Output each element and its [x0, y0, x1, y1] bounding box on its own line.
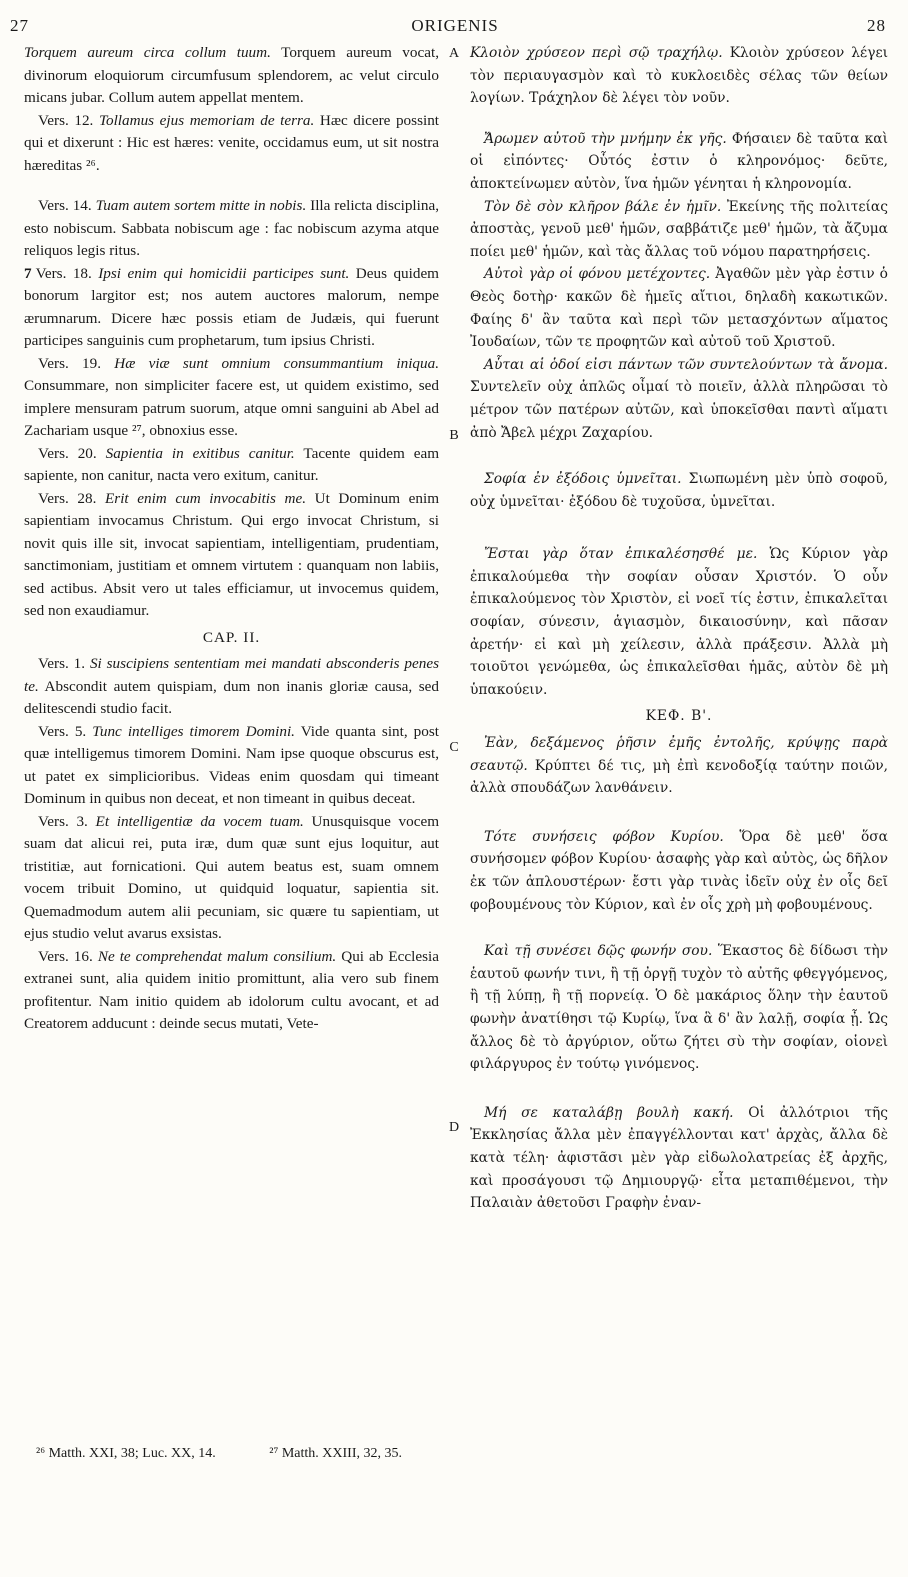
lemma: Αὗται αἱ ὁδοί εἰσι πάντων τῶν συντελούντων τὰ ἄνομα.	[484, 356, 888, 373]
greek-entry	[470, 42, 888, 110]
lemma: Tunc intelliges timorem Domini.	[92, 722, 295, 740]
lemma: Ne te comprehendat malum consilium.	[97, 947, 337, 965]
lemma: Tuam autem sortem mitte in nobis.	[95, 197, 307, 214]
spacer	[470, 800, 888, 826]
commentary-text: Vide quanta sint, post quæ intelligemus timorem Domini. Nam ipse quoque obscurus est, ut patet ex simplicioribus. Videas enim quosdam qui timeant Dominum in quibus non deceat, et non timeant in quibus deceat.	[24, 722, 439, 807]
commentary-text: Hæc dicere possint qui et dixerunt : Hic est hæres: venite, occidamus eum, ut sit nostra hæreditas ²⁶.	[24, 111, 440, 174]
verse-number: Vers. 28.	[38, 489, 97, 507]
latin-entry	[24, 721, 439, 811]
spacer	[470, 513, 888, 543]
greek-entry	[470, 543, 888, 701]
verse-number: Vers. 3.	[38, 812, 88, 830]
greek-column	[470, 42, 888, 1215]
commentary-text: Abscondit autem quispiam, dum non inanis gloriæ causa, sed delitescendi studio facit.	[24, 677, 439, 717]
greek-entry	[470, 468, 888, 513]
latin-entry	[24, 488, 439, 623]
margin-mark-b: B	[449, 428, 459, 443]
page-number-left: 27	[10, 16, 29, 35]
greek-entry	[470, 354, 888, 444]
verse-number: Vers. 18.	[35, 264, 92, 282]
commentary-text: Σιωπωμένη μὲν ὑπὸ σοφοῦ, οὐχ ὑμνεῖται· ἐξόδου δὲ τυχοῦσα, ὑμνεῖται.	[470, 471, 889, 510]
commentary-text: Οἱ ἀλλότριοι τῆς Ἐκκλησίας ἄλλα μὲν ἐπαγγέλλονται κατ' ἀρχὰς, ἄλλα δὲ κατὰ τέλη· ἀφιστᾶσι μὲν γὰρ εἰδωλολατρείας ἐξ ἀρχῆς, καὶ προσάγουσι τῷ Δημιουργῷ· εἶτα μεταπιθέμενοι, τὴν Παλαιὰν ἀθετοῦσι Γραφὴν ἐναν-	[470, 1104, 888, 1212]
latin-column	[24, 42, 439, 1036]
lemma: Hæ viæ sunt omnium consummantium iniqua.	[114, 354, 439, 372]
lemma: Si suscipiens sententiam mei mandati absconderis penes te.	[24, 655, 439, 695]
commentary-text: Torquem aureum vocat, divinorum eloquiorum circumfusum splendorem, ac velut circulo micans jubar. Collum autem appellat mentem.	[24, 44, 439, 106]
lemma: Καὶ τῇ συνέσει δῷς φωνήν σου.	[484, 943, 713, 960]
lemma: Tollamus ejus memoriam de terra.	[98, 111, 315, 129]
commentary-text: Deus quidem bonorum largitor est; nos autem auctores malorum, nempe ærumnarum. Dicere hæc possis etiam de Judæis, qui fuerunt participes sanguinis cum prophetarum, tum ipsius Christi.	[24, 264, 439, 349]
lemma: Τὸν δὲ σὸν κλῆρον βάλε ἐν ἡμῖν.	[484, 198, 722, 215]
greek-entry	[470, 940, 888, 1076]
lemma: Sapientia in exitibus canitur.	[105, 444, 295, 462]
lemma: Ipsi enim qui homicidii participes sunt.	[98, 264, 350, 282]
spacer	[470, 916, 888, 940]
latin-entry	[24, 811, 439, 946]
commentary-text: Κρύπτει δέ τις, μὴ ἐπὶ κενοδοξίᾳ ταύτην ποιῶν, ἀλλὰ σπουδάζων λανθάνειν.	[470, 757, 888, 797]
footnote-26: ²⁶ Matth. XXI, 38; Luc. XX, 14.	[36, 1446, 216, 1461]
commentary-text: Φήσαιεν δὲ ταῦτα καὶ οἱ εἰπόντες· Οὗτός ἐστιν ὁ κληρονόμος· δεῦτε, ἀποκτείνωμεν αὐτὸν, ἵνα ἡμῶν γένηται ἡ κληρονομία.	[470, 130, 888, 192]
latin-entry	[24, 195, 439, 263]
commentary-text: Ὡς Κύριον γὰρ ἐπικαλούμεθα τὴν σοφίαν οὖσαν Χριστόν. Ὁ οὖν ἐπικαλούμενος τὸν Χριστὸν, εἰ νοεῖ τίς ἐστιν, ἐπικαλεῖται σοφίαν, σύνεσιν, ἁγιασμὸν, δικαιοσύνην, καὶ πᾶσαν ἀρετήν· εἰ καὶ μὴ χείλεσιν, ἀλλὰ πράξεσιν. Ἀλλὰ μὴ τοιοῦτοι γενώμεθα, ὡς ἐπικαλεῖσθαι ἡμᾶς, αὐτὸν δὲ μὴ ὑπακούειν.	[470, 546, 888, 698]
latin-entry	[24, 443, 439, 488]
footnote-27: ²⁷ Matth. XXIII, 32, 35.	[269, 1446, 403, 1461]
spacer	[24, 177, 439, 195]
commentary-text: Consummare, non simpliciter facere est, ut quidem existimo, sed implere mensuram patrum suorum, atque omni sanguini ab Abel ad Zachariam usque ²⁷, obnoxius esse.	[24, 377, 439, 439]
commentary-text: Συντελεῖν οὐχ ἁπλῶς οἶμαί τὸ ποιεῖν, ἀλλὰ πληρῶσαι τὸ μέτρον τῶν πατέρων αὐτῶν, καὶ ὑποκεῖσθαι παντὶ αἵματι ἀπὸ Ἄβελ μέχρι Ζαχαρίου.	[470, 379, 888, 441]
latin-entry	[24, 653, 439, 721]
verse-number: Vers. 12.	[38, 111, 94, 129]
verse-number: Vers. 19.	[38, 354, 102, 372]
lemma: Erit enim cum invocabitis me.	[105, 489, 307, 507]
lemma: Τότε συνήσεις φόβον Κυρίου.	[484, 828, 724, 845]
greek-entry	[470, 196, 888, 264]
margin-mark-c: C	[449, 740, 459, 755]
chapter-heading: ΚΕΦ. Β'.	[645, 708, 713, 725]
lemma: Σοφία ἐν ἐξόδοις ὑμνεῖται.	[484, 471, 682, 488]
verse-number: Vers. 16.	[38, 947, 93, 965]
lemma: Torquem aureum circa collum tuum.	[24, 44, 271, 61]
greek-entry	[470, 128, 888, 196]
commentary-text: Ἐκείνης τῆς πολιτείας ἀποστὰς, γενοῦ μεθ' ἡμῶν, σαββάτιζε μεθ' ἡμῶν, τὰ ἄζυμα ποίει μεθ' ἡμῶν, καὶ τὰς ἄλλας τοῦ νόμου παρατηρήσεις.	[470, 198, 888, 260]
verse-number: Vers. 14.	[38, 197, 92, 214]
commentary-text: Ὅρα δὲ μεθ' ὅσα συνήσομεν φόβον Κυρίου· ἀσαφὴς γὰρ καὶ αὐτὸς, ὡς δῆλον ἐκ τῶν ἁπλουστέρων· ἔστι γὰρ τινὰς ἰδεῖν οὐχ ἐν οἷς δεῖ φοβουμένους τὸν Κύριον, καὶ ἐν οἷς χρὴ μὴ φοβουμένους.	[470, 828, 888, 913]
latin-entry	[24, 946, 439, 1036]
commentary-text: Ἀγαθῶν μὲν γὰρ ἐστιν ὁ Θεὸς δοτὴρ· κακῶν δὲ ἡμεῖς αἴτιοι, δηλαδὴ κακωτικῶν. Φαίης δ' ἂν ταῦτα καὶ περὶ τῶν μετασχόντων αἵματος Ἰουδαίων, τῶν τε προφητῶν καὶ αὐτοῦ τοῦ Χριστοῦ.	[470, 266, 888, 351]
page-number-right: 28	[867, 16, 886, 35]
spacer	[470, 110, 888, 128]
chapter-heading: CAP. II.	[202, 628, 261, 646]
latin-entry	[24, 353, 439, 443]
greek-entry	[470, 1102, 888, 1215]
commentary-text: Ut Dominum enim sapientiam invocamus Christum. Qui ergo invocat Christum, si novit quis ille sit, invocat sapientiam, intelligentiam, prudentiam, sanctimoniam, justitiam et omnem virtutem : quanquam non labiis, sed actibus. Absit vero ut tales efficiamur, ut invocemus quidem, sed non exaudiamur.	[24, 489, 440, 619]
footnotes	[36, 1446, 876, 1462]
commentary-text: Tacente quidem eam sapiente, non canitur, nacta vero exitum, canitur.	[24, 444, 440, 484]
lemma: Et intelligentiæ da vocem tuam.	[95, 812, 304, 830]
latin-entry	[24, 110, 439, 178]
latin-entry	[24, 42, 439, 110]
commentary-text: Ἕκαστος δὲ δίδωσι τὴν ἑαυτοῦ φωνήν τινι, ἢ τῇ ὀργῇ τυχὸν τὸ αὐτῆς φθεγγόμενος, ἢ τῇ λύπῃ, ἢ τῇ πορνείᾳ. Ὁ δὲ μακάριος ὅλην τὴν ἑαυτοῦ φωνὴν ἀνατίθησι τῷ Κυρίῳ, ἵνα ἃ δ' ἂν λαλῇ, σοφία ᾖ. Ὡς ἄλλος δὲ τὸ ἀργύριον, οὕτω ζήτει σὺ τὴν σοφίαν, οἱονεὶ φιλάργυρος ἐν τούτῳ γινόμενος.	[470, 943, 889, 1073]
lemma: Ἐὰν, δεξάμενος ῥῆσιν ἐμῆς ἐντολῆς, κρύψῃς παρὰ σεαυτῷ.	[470, 735, 888, 774]
spacer	[470, 444, 888, 468]
lemma: Ἔσται γὰρ ὅταν ἐπικαλέσησθέ με.	[484, 546, 758, 563]
verse-number: Vers. 5.	[38, 722, 87, 740]
running-title: ORIGENIS	[411, 16, 499, 35]
margin-mark-a: A	[448, 46, 460, 61]
greek-entry	[470, 732, 888, 800]
commentary-text: Unusquisque vocem suam dat alicui rei, puta iræ, dum quæ sunt ejus loquitur, aut tristitiæ, aut fornicationi. Qui autem beatus est, suam omnem vocem tribuit Domino, ut quidquid loquatur, sapientia sit. Quemadmodum autem alii pecuniam, sic quære tu sapientiam, ut ejus studio velut avarus exsistas.	[24, 812, 440, 942]
latin-entry	[24, 263, 439, 353]
margin-mark-d: D	[448, 1120, 460, 1135]
spacer	[470, 1076, 888, 1102]
commentary-text: Illa relicta disciplina, esto nobiscum. Sabbata nobiscum age : fac nobiscum azyma atque reliquos legis ritus.	[24, 197, 439, 259]
margin-numeral: 7	[24, 264, 32, 282]
lemma: Αὐτοὶ γὰρ οἱ φόνου μετέχοντες.	[484, 266, 711, 283]
verse-number: Vers. 1.	[38, 655, 86, 672]
commentary-text: Qui ab Ecclesia extranei sunt, alia quidem initio promittunt, alia vero sub finem profitentur. Nam initio quidem ab idolorum cultu avocant, et ad Creatorem adducunt : deinde secus mutati, Vete-	[24, 947, 439, 1032]
greek-entry	[470, 826, 888, 916]
lemma: Κλοιὸν χρύσεον περὶ σῷ τραχήλῳ.	[470, 45, 723, 61]
commentary-text: Κλοιὸν χρύσεον λέγει τὸν περιαυγασμὸν καὶ τὸ κυκλοειδὲς σέλας τῶν θείων λογίων. Τράχηλον δὲ λέγει τὸν νοῦν.	[470, 45, 889, 107]
lemma: Μή σε καταλάβῃ βουλὴ κακή.	[484, 1104, 734, 1121]
lemma: Ἄρωμεν αὐτοῦ τὴν μνήμην ἐκ γῆς.	[484, 130, 727, 147]
greek-entry	[470, 263, 888, 353]
verse-number: Vers. 20.	[38, 444, 97, 462]
